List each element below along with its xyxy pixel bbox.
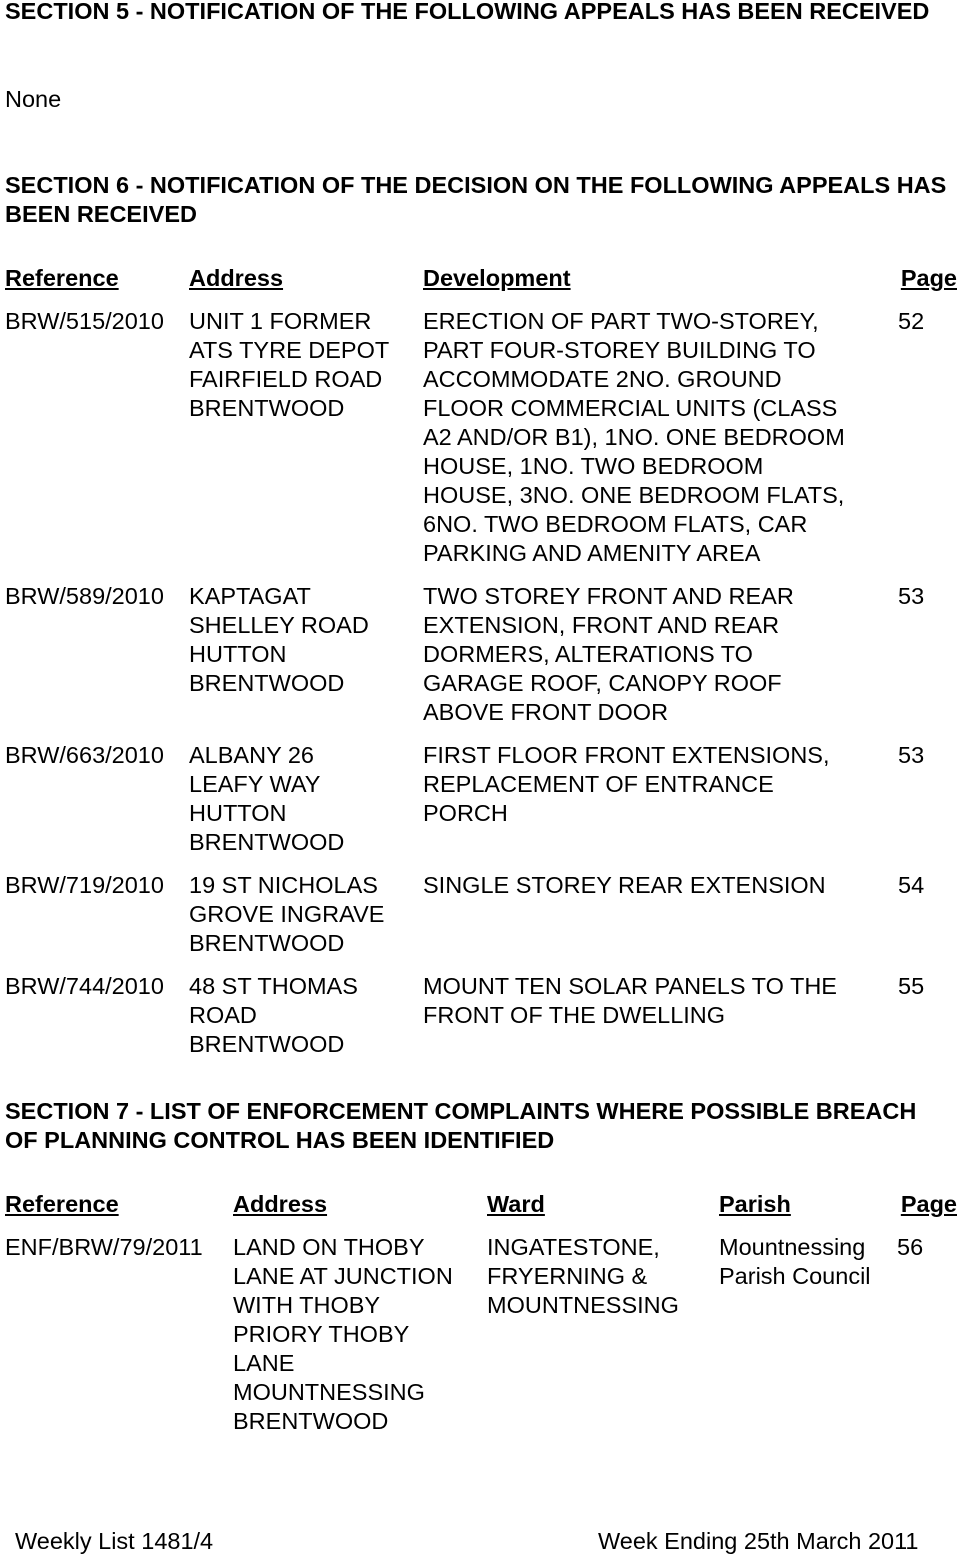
address-cell: KAPTAGAT SHELLEY ROAD HUTTON BRENTWOOD: [189, 583, 369, 696]
section-5-body: None: [5, 86, 62, 112]
reference-cell: BRW/719/2010: [5, 872, 164, 898]
address-cell: ALBANY 26 LEAFY WAY HUTTON BRENTWOOD: [189, 742, 345, 855]
section-6-heading: SECTION 6 - NOTIFICATION OF THE DECISION ON THE FOLLOWING APPEALS HAS BEEN RECEIVED: [5, 172, 947, 227]
table-row: [5, 972, 957, 1059]
reference-cell: BRW/663/2010: [5, 742, 164, 768]
column-header-page: Page: [900, 1191, 957, 1217]
enforcement-complaints-table: [5, 1190, 957, 1436]
page-cell: 52: [898, 308, 925, 334]
table-row: [5, 871, 957, 972]
development-cell: ERECTION OF PART TWO-STOREY, PART FOUR-STOREY BUILDING TO ACCOMMODATE 2NO. GROUND FLOOR COMMERCIAL UNITS (CLASS A2 AND/OR B1), 1NO. ONE BEDROOM HOUSE, 1NO. TWO BEDROOM HOUSE, 3NO. ONE BEDROOM FLATS, 6NO. TWO BEDROOM FLATS, CAR PARKING AND AMENITY AREA: [423, 308, 845, 566]
column-header-parish: Parish: [719, 1191, 791, 1217]
address-cell: UNIT 1 FORMER ATS TYRE DEPOT FAIRFIELD ROAD BRENTWOOD: [189, 308, 390, 421]
column-header-ward: Ward: [487, 1191, 545, 1217]
table-row: [5, 1233, 957, 1436]
development-cell: MOUNT TEN SOLAR PANELS TO THE FRONT OF THE DWELLING: [423, 973, 837, 1028]
column-header-address: Address: [233, 1191, 328, 1217]
reference-cell: BRW/515/2010: [5, 308, 164, 334]
footer-list-number: Weekly List 1481/4: [15, 1528, 214, 1554]
table-row: [5, 582, 957, 741]
page-cell: 53: [898, 583, 925, 609]
column-header-reference: Reference: [5, 1191, 119, 1217]
table-row: [5, 741, 957, 871]
parish-cell: Mountnessing Parish Council: [719, 1234, 871, 1289]
development-cell: TWO STOREY FRONT AND REAR EXTENSION, FRONT AND REAR DORMERS, ALTERATIONS TO GARAGE ROOF, CANOPY ROOF ABOVE FRONT DOOR: [423, 583, 794, 725]
address-cell: LAND ON THOBY LANE AT JUNCTION WITH THOBY PRIORY THOBY LANE MOUNTNESSING BRENTWOOD: [233, 1234, 453, 1434]
reference-cell: BRW/589/2010: [5, 583, 164, 609]
table-header-row: [5, 264, 957, 307]
page-cell: 55: [898, 973, 925, 999]
ward-cell: INGATESTONE, FRYERNING & MOUNTNESSING: [487, 1234, 679, 1318]
page-cell: 54: [898, 872, 925, 898]
column-header-address: Address: [189, 265, 284, 291]
reference-cell: ENF/BRW/79/2011: [5, 1234, 203, 1260]
address-cell: 48 ST THOMAS ROAD BRENTWOOD: [189, 973, 358, 1057]
column-header-reference: Reference: [5, 265, 119, 291]
section-7-heading: SECTION 7 - LIST OF ENFORCEMENT COMPLAINTS WHERE POSSIBLE BREACH OF PLANNING CONTROL HAS BEEN IDENTIFIED: [5, 1098, 917, 1153]
table-row: [5, 307, 957, 582]
column-header-development: Development: [423, 265, 571, 291]
page-cell: 56: [897, 1234, 924, 1260]
section-5-heading: SECTION 5 - NOTIFICATION OF THE FOLLOWING APPEALS HAS BEEN RECEIVED: [5, 0, 930, 24]
address-cell: 19 ST NICHOLAS GROVE INGRAVE BRENTWOOD: [189, 872, 385, 956]
development-cell: SINGLE STOREY REAR EXTENSION: [423, 872, 826, 898]
development-cell: FIRST FLOOR FRONT EXTENSIONS, REPLACEMENT OF ENTRANCE PORCH: [423, 742, 830, 826]
reference-cell: BRW/744/2010: [5, 973, 164, 999]
table-header-row: [5, 1190, 957, 1233]
appeal-decisions-table: [5, 264, 957, 1059]
footer-week-ending: Week Ending 25th March 2011: [598, 1528, 919, 1554]
column-header-page: Page: [900, 265, 957, 291]
page-cell: 53: [898, 742, 925, 768]
